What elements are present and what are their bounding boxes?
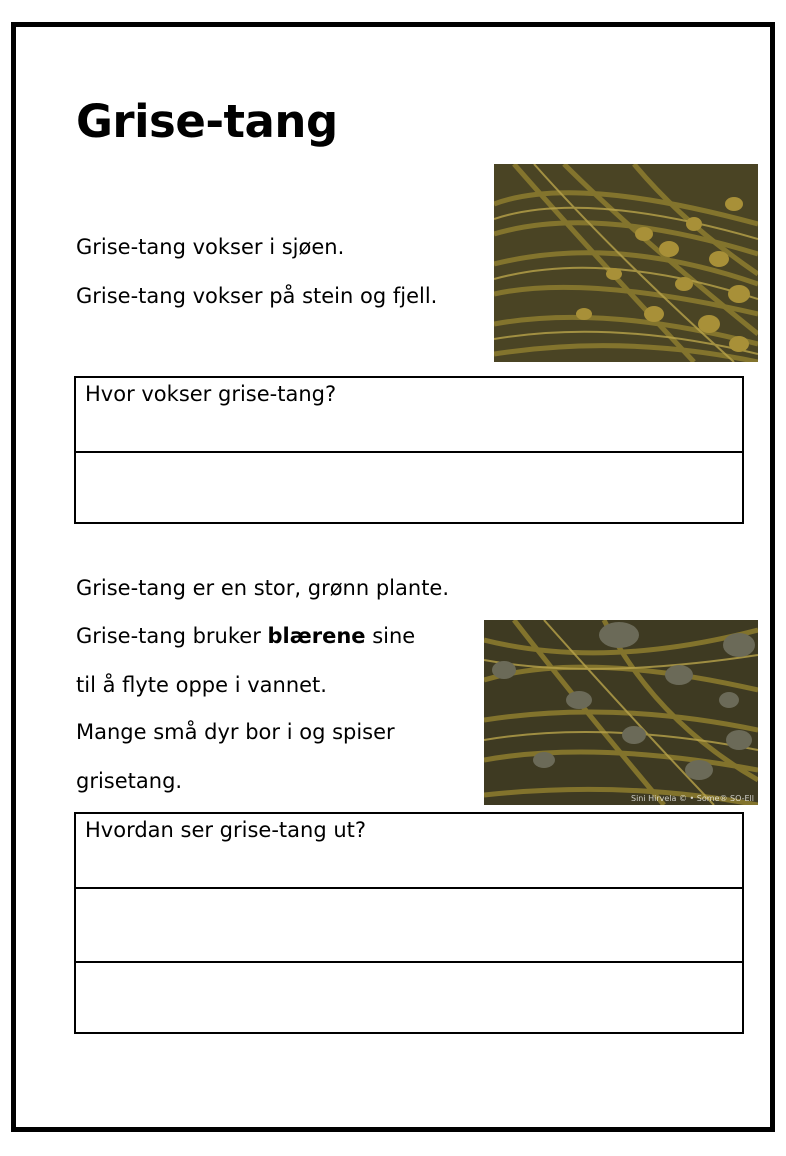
text-line: til å flyte oppe i vannet. (76, 673, 327, 697)
text-line: grisetang. (76, 769, 183, 793)
text-line: Grise-tang vokser i sjøen. (76, 235, 345, 259)
seaweed-photo-2 (484, 620, 758, 805)
question-row (76, 378, 742, 453)
question-text: Hvor vokser grise-tang? (85, 382, 337, 406)
text-line: Grise-tang vokser på stein og fjell. (76, 284, 438, 308)
question-row (76, 814, 742, 889)
text-line: Mange små dyr bor i og spiser (76, 720, 395, 744)
text-line: Grise-tang er en stor, grønn plante. (76, 576, 450, 600)
photo-credit: Sini Hirvela © • Some® SO-Ell (630, 794, 754, 803)
answer-line[interactable] (76, 453, 742, 524)
answer-line[interactable] (76, 963, 742, 1034)
answer-box-2 (74, 812, 744, 1034)
answer-line[interactable] (76, 889, 742, 963)
bold-word: blærene (267, 624, 366, 648)
answer-box-1 (74, 376, 744, 524)
seaweed-photo-1 (494, 164, 758, 362)
question-text: Hvordan ser grise-tang ut? (85, 818, 367, 842)
text-line: Grise-tang bruker blærene sine (76, 624, 416, 648)
page-title: Grise-tang (76, 95, 338, 148)
